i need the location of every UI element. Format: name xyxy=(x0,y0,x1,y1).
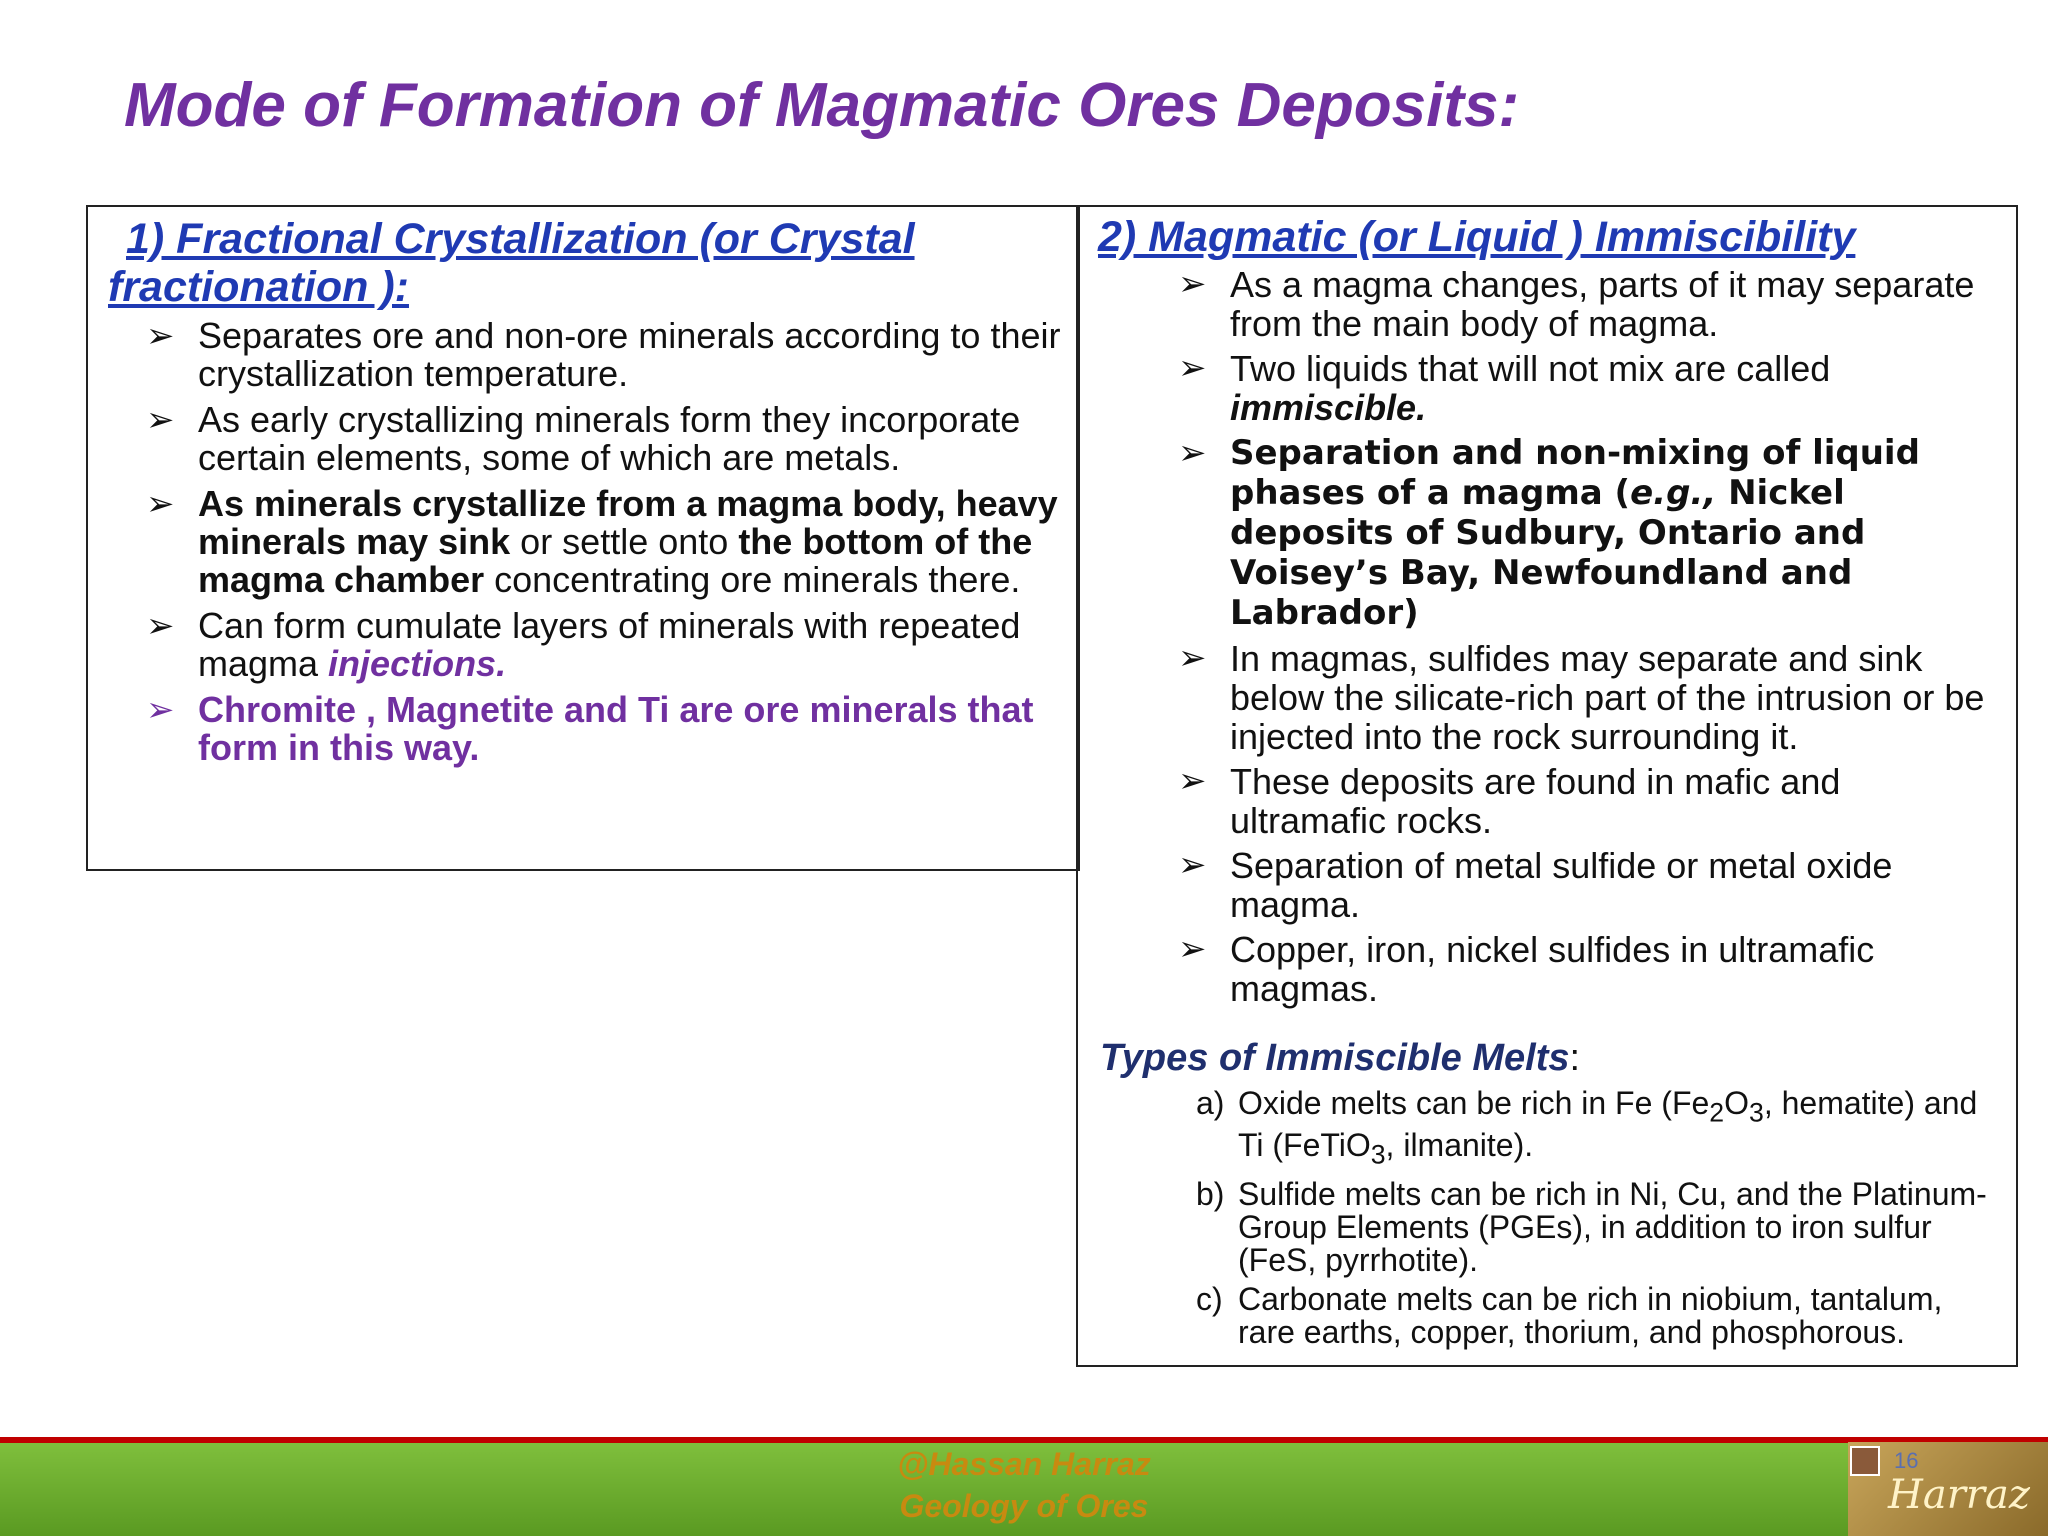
list-item: ➢ Separates ore and non-ore minerals according to their crystallization temperature. xyxy=(146,315,1061,394)
list-item: ➢ Two liquids that will not mix are called immiscible. xyxy=(1178,348,1831,428)
avatar xyxy=(1850,1446,1880,1476)
footer-course: Geology of Ores xyxy=(899,1488,1149,1524)
arrow-bullet-icon: ➢ xyxy=(1178,433,1207,473)
right-panel-heading: 2) Magmatic (or Liquid ) Immiscibility xyxy=(1098,213,1856,261)
list-item: ➢ Separation and non-mixing of liquid phases of a magma (e.g., Nickel deposits of Sudbury, Ontario and Voisey’s Bay, Newfoundland and Labrador) xyxy=(1178,433,1920,633)
list-item: b) Sulfide melts can be rich in Ni, Cu, and the Platinum-Group Elements (PGEs), in addition to iron sulfur (FeS, pyrrhotite). xyxy=(1196,1175,1987,1278)
fractional-crystallization-panel xyxy=(86,205,1080,871)
slide-title: Mode of Formation of Magmatic Ores Deposits: xyxy=(124,71,1520,140)
arrow-bullet-icon: ➢ xyxy=(146,607,175,645)
list-item: ➢ These deposits are found in mafic and ultramafic rocks. xyxy=(1178,761,1841,841)
arrow-bullet-icon: ➢ xyxy=(1178,930,1207,968)
list-item: a) Oxide melts can be rich in Fe ($Fe_2O_3$, hematite) and Ti (FeTiO$_3$, ilmanite). xyxy=(1196,1085,1978,1170)
list-item: ➢ Copper, iron, nickel sulfides in ultramafic magmas. xyxy=(1178,929,1875,1009)
list-item: ➢ As minerals crystallize from a magma body, heavy minerals may sink or settle onto the bottom of the magma chamber concentrating ore minerals there. xyxy=(146,483,1058,600)
page-number: 16 xyxy=(1894,1448,1919,1473)
arrow-bullet-icon: ➢ xyxy=(1178,846,1207,884)
types-list xyxy=(1196,1087,1996,1355)
list-item: ➢ Chromite , Magnetite and Ti are ore minerals that form in this way. xyxy=(146,689,1034,768)
list-item: c) Carbonate melts can be rich in niobium, tantalum, rare earths, copper, thorium, and phosphorous. xyxy=(1196,1280,1943,1350)
left-bullet-list xyxy=(146,317,1066,775)
list-item: ➢ Separation of metal sulfide or metal oxide magma. xyxy=(1178,845,1893,925)
list-item: ➢ Can form cumulate layers of minerals with repeated magma injections. xyxy=(146,605,1021,684)
left-panel-heading xyxy=(108,215,1008,311)
arrow-bullet-icon: ➢ xyxy=(146,691,175,729)
list-item: ➢ As early crystallizing minerals form they incorporate certain elements, some of which are metals. xyxy=(146,399,1021,478)
left-heading-line2: fractionation ): xyxy=(108,263,409,311)
right-bullet-list xyxy=(1178,265,1998,1014)
liquid-immiscibility-panel xyxy=(1076,205,2018,1367)
left-heading-line1: 1) Fractional Crystallization (or Crystal xyxy=(126,215,915,263)
types-heading: Types of Immiscible Melts: xyxy=(1100,1037,1581,1079)
arrow-bullet-icon: ➢ xyxy=(1178,639,1207,677)
arrow-bullet-icon: ➢ xyxy=(146,317,175,355)
list-item: ➢ As a magma changes, parts of it may separate from the main body of magma. xyxy=(1178,264,1975,344)
list-item: ➢ In magmas, sulfides may separate and sink below the silicate-rich part of the intrusion or be injected into the rock surrounding it. xyxy=(1178,638,1985,757)
arrow-bullet-icon: ➢ xyxy=(1178,349,1207,387)
arrow-bullet-icon: ➢ xyxy=(1178,265,1207,303)
harraz-logo: Harraz xyxy=(1848,1442,2048,1536)
footer-author: @Hassan Harraz xyxy=(897,1446,1151,1482)
arrow-bullet-icon: ➢ xyxy=(146,401,175,439)
arrow-bullet-icon: ➢ xyxy=(146,485,175,523)
arrow-bullet-icon: ➢ xyxy=(1178,762,1207,800)
